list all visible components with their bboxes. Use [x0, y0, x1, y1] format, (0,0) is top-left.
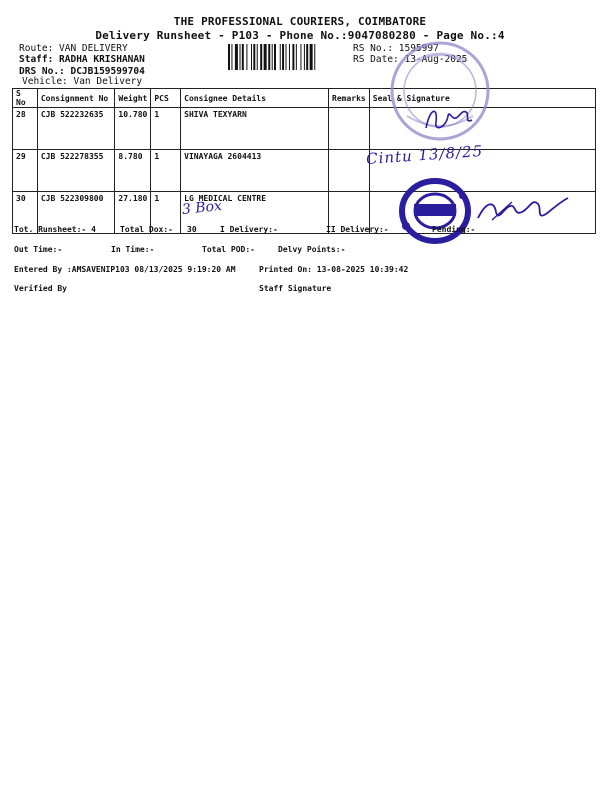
cell-weight: 27.180 [115, 192, 151, 234]
company-seal-stamp [396, 176, 474, 246]
staff-label: Staff: RADHA KRISHANAN [19, 54, 145, 65]
header-weight: Weight [115, 89, 151, 108]
header-consignment: Consignment No [37, 89, 115, 108]
signature-row-30 [472, 190, 572, 230]
table-header-row [13, 89, 596, 108]
cell-consignment: CJB 522309800 [37, 192, 115, 234]
pending-count: Pending:- [432, 225, 476, 234]
cell-sno: 30 [13, 192, 38, 234]
in-time: In Time:- [111, 245, 155, 254]
printed-on: Printed On: 13-08-2025 10:39:42 [259, 265, 409, 274]
signature-row-28 [418, 98, 478, 138]
entered-by: Entered By :AMSAVENIP103 08/13/2025 9:19:20 AM [14, 265, 236, 274]
cell-remarks [329, 108, 370, 150]
cell-consignee: SHIVA TEXYARN [181, 108, 329, 150]
handwritten-receiver-note: Cintu 13/8/25 [365, 141, 484, 169]
table-row [13, 108, 596, 150]
first-delivery: I Delivery:- [220, 225, 278, 234]
cell-sno: 29 [13, 150, 38, 192]
cell-consignment: CJB 522278355 [37, 150, 115, 192]
cell-consignee: VINAYAGA 2604413 [181, 150, 329, 192]
route-label: Route: VAN DELIVERY [19, 43, 128, 54]
cell-pcs: 1 [151, 150, 181, 192]
cell-pcs: 1 [151, 108, 181, 150]
drs-number: DRS No.: DCJB159599704 [19, 66, 145, 77]
cell-consignee: LG MEDICAL CENTRE [181, 192, 329, 234]
out-time: Out Time:- [14, 245, 63, 254]
barcode [228, 44, 345, 70]
staff-signature: Staff Signature [259, 284, 332, 293]
runsheet-subtitle: Delivery Runsheet - P103 - Phone No.:9047080280 - Page No.:4 [95, 29, 505, 42]
header-remarks: Remarks [329, 89, 370, 108]
total-dox-value: 30 [187, 225, 197, 234]
header-pcs: PCS [151, 89, 181, 108]
rs-date: RS Date: 13-Aug-2025 [353, 54, 468, 65]
delivery-points: Delvy Points:- [278, 245, 346, 254]
cell-pcs: 1 [151, 192, 181, 234]
header-sno: S No [13, 89, 38, 108]
table-row [13, 150, 596, 192]
vehicle-label: Vehicle: Van Delivery [22, 76, 143, 87]
total-pod: Total POD:- [202, 245, 255, 254]
cell-sno: 28 [13, 108, 38, 150]
second-delivery: II Delivery:- [326, 225, 389, 234]
header-seal: Seal & Signature [369, 89, 595, 108]
company-title: THE PROFESSIONAL COURIERS, COIMBATORE [173, 15, 427, 28]
cell-weight: 10.780 [115, 108, 151, 150]
cell-weight: 8.780 [115, 150, 151, 192]
total-runsheet: Tot. Runsheet:- 4 [14, 225, 96, 234]
cell-consignment: CJB 522232635 [37, 108, 115, 150]
handwritten-box-count: 3 Box [181, 197, 223, 219]
rs-number: RS No.: 1595997 [353, 43, 439, 54]
cell-remarks [329, 150, 370, 192]
total-dox-label: Total Dox:- [120, 225, 173, 234]
header-consignee: Consignee Details [181, 89, 329, 108]
verified-by: Verified By [14, 284, 67, 293]
